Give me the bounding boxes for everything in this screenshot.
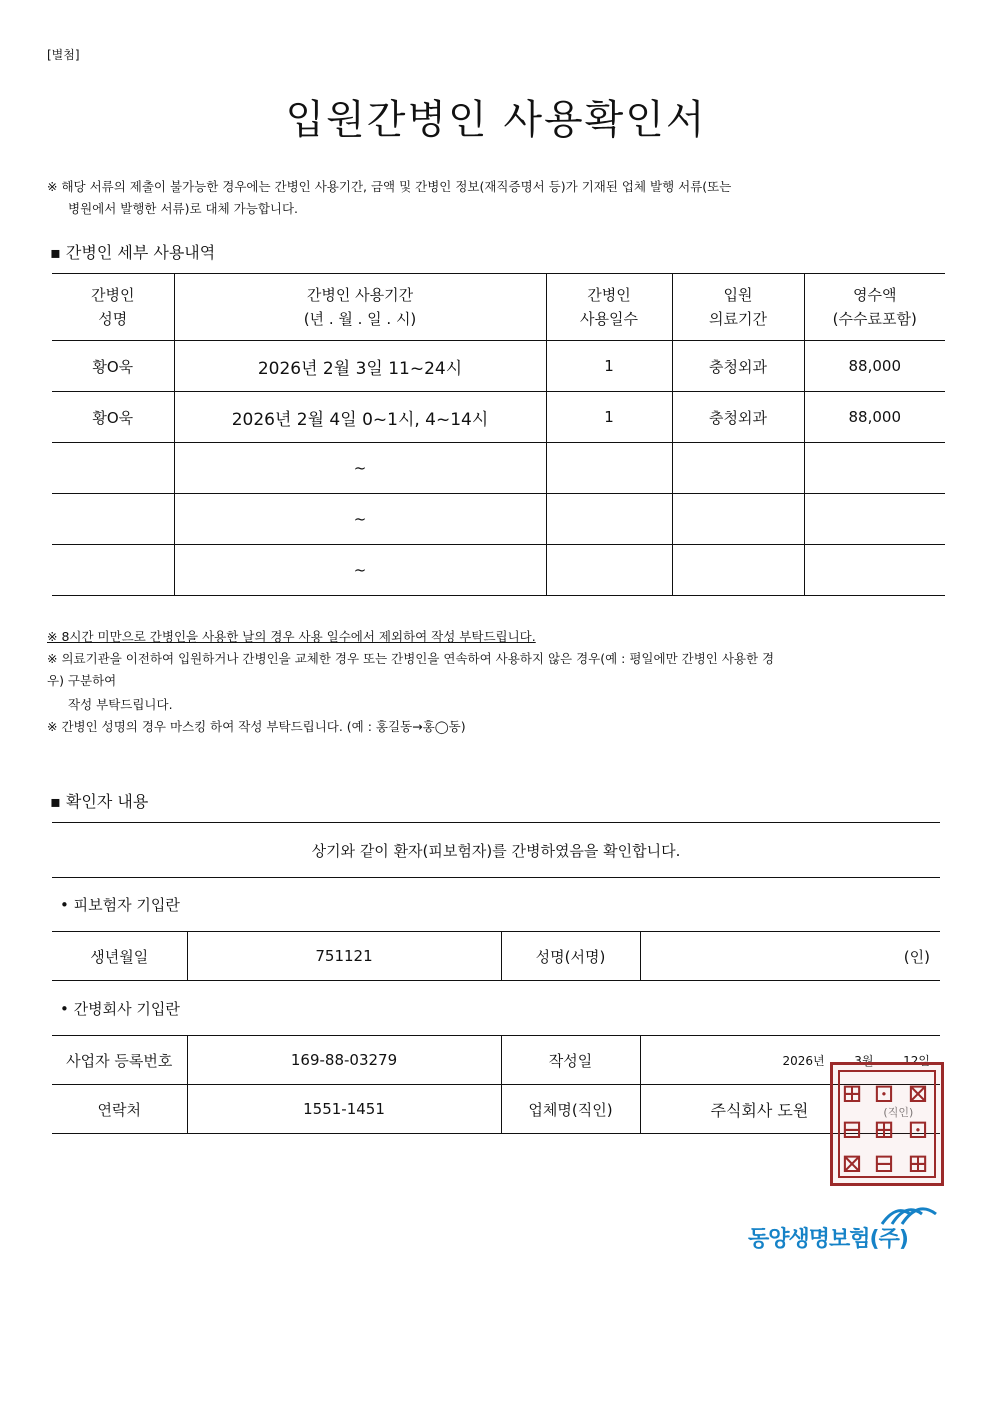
cell-days: 1 xyxy=(546,341,672,392)
table-row xyxy=(52,392,945,443)
cell-amount xyxy=(804,494,945,545)
note-3: ※ 간병인 성명의 경우 마스킹 하여 작성 부탁드립니다. (예 : 홍길동→홍◯동) xyxy=(47,719,466,734)
date-day: 12일 xyxy=(903,1053,930,1068)
header-name: 간병인 성명 xyxy=(52,274,174,341)
date-month: 3월 xyxy=(854,1053,874,1068)
divider xyxy=(52,877,940,878)
cell-institution xyxy=(672,545,804,596)
cell-institution: 충청외과 xyxy=(672,392,804,443)
company-seal-icon: ⊞ ⊡ ⊠ ⊟ ⊞ ⊡ ⊠ ⊟ ⊞ xyxy=(830,1062,944,1186)
cell-institution xyxy=(672,494,804,545)
header-period: 간병인 사용기간 (년 . 월 . 일 . 시) xyxy=(174,274,546,341)
cell-name: 황O욱 xyxy=(52,392,174,443)
cell-days: 1 xyxy=(546,392,672,443)
birth-value: 751121 xyxy=(187,932,501,981)
cell-period: 2026년 2월 4일 0~1시, 4~14시 xyxy=(174,392,546,443)
cell-institution: 충청외과 xyxy=(672,341,804,392)
header-days: 간병인 사용일수 xyxy=(546,274,672,341)
cell-name: 황O욱 xyxy=(52,341,174,392)
cell-name xyxy=(52,494,174,545)
usage-table xyxy=(52,273,945,596)
table-row xyxy=(52,341,945,392)
header-amount: 영수액 (수수료포함) xyxy=(804,274,945,341)
date-label: 작성일 xyxy=(501,1036,640,1085)
confirm-statement: 상기와 같이 환자(피보험자)를 간병하였음을 확인합니다. xyxy=(311,842,681,860)
reg-label: 사업자 등록번호 xyxy=(52,1036,187,1085)
birth-label: 생년월일 xyxy=(52,932,187,981)
cell-name xyxy=(52,545,174,596)
table-row xyxy=(52,1036,940,1085)
contact-value: 1551-1451 xyxy=(187,1085,501,1134)
seal-suffix: (직인) xyxy=(883,1105,914,1119)
cell-name xyxy=(52,443,174,494)
cell-institution xyxy=(672,443,804,494)
table-row xyxy=(52,1085,940,1134)
cell-days xyxy=(546,494,672,545)
insured-table xyxy=(52,931,940,981)
company-heading: • 간병회사 기입란 xyxy=(60,1000,180,1018)
company-label: 업체명(직인) xyxy=(501,1085,640,1134)
cell-amount: 88,000 xyxy=(804,341,945,392)
cell-period: 2026년 2월 3일 11~24시 xyxy=(174,341,546,392)
page-title: 입원간병인 사용확인서 xyxy=(285,97,707,143)
table-row xyxy=(52,494,945,545)
reg-value: 169-88-03279 xyxy=(187,1036,501,1085)
divider xyxy=(52,822,940,823)
brand-name: 동양생명보험(주) xyxy=(748,1227,908,1252)
company-table xyxy=(52,1035,940,1134)
note-2b: 우) 구분하여 xyxy=(47,673,117,688)
date-year: 2026년 xyxy=(782,1053,825,1068)
cell-days xyxy=(546,545,672,596)
cell-amount xyxy=(804,443,945,494)
table-row xyxy=(52,932,940,981)
note-1: ※ 8시간 미만으로 간병인을 사용한 날의 경우 사용 일수에서 제외하여 작성 부탁드립니다. xyxy=(47,629,536,644)
table-row xyxy=(52,443,945,494)
note-2a: ※ 의료기관을 이전하여 입원하거나 간병인을 교체한 경우 또는 간병인을 연속하여 사용하지 않은 경우(예 : 평일에만 간병인 사용한 경 xyxy=(47,651,775,666)
company-name: 주식회사 도원 xyxy=(710,1100,809,1120)
contact-label: 연락처 xyxy=(52,1085,187,1134)
table-row xyxy=(52,545,945,596)
cell-period: ~ xyxy=(174,494,546,545)
cell-period: ~ xyxy=(174,443,546,494)
cell-amount: 88,000 xyxy=(804,392,945,443)
header-institution: 입원 의료기간 xyxy=(672,274,804,341)
insured-heading: • 피보험자 기입란 xyxy=(60,896,180,914)
usage-table-header xyxy=(52,274,945,341)
top-note-line2: 병원에서 발행한 서류)로 대체 가능합니다. xyxy=(68,201,299,216)
note-2c: 작성 부탁드립니다. xyxy=(68,697,173,712)
cell-period: ~ xyxy=(174,545,546,596)
name-label: 성명(서명) xyxy=(501,932,640,981)
cell-days xyxy=(546,443,672,494)
confirm-section-heading: ▪ 확인자 내용 xyxy=(50,792,149,811)
top-note-line1: ※ 해당 서류의 제출이 불가능한 경우에는 간병인 사용기간, 금액 및 간병인 정보(재직증명서 등)가 기재된 업체 발행 서류(또는 xyxy=(47,179,732,194)
name-signature: (인) xyxy=(640,932,940,981)
cell-amount xyxy=(804,545,945,596)
usage-section-heading: ▪ 간병인 세부 사용내역 xyxy=(50,243,216,262)
attachment-tag: [별첨] xyxy=(47,48,80,62)
